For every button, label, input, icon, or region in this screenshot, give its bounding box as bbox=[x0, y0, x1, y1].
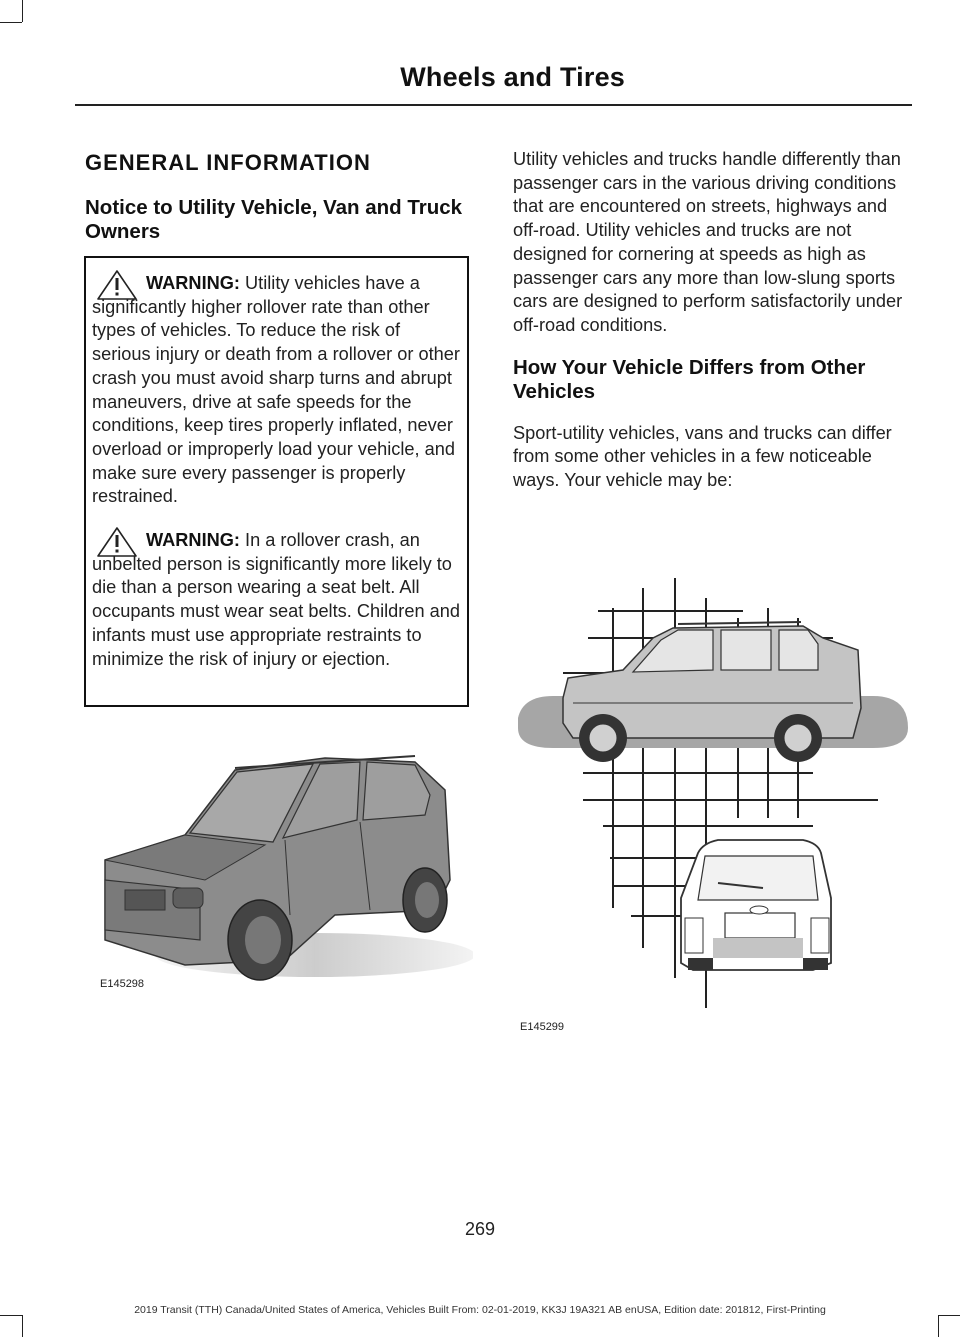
paragraph: Utility vehicles and trucks handle differently than passenger cars in the various driving conditions that are encountered on streets, highways and off-road. Utility vehicles and trucks are not designed for cornering at speeds as high as passenger cars any more than low-slung sports cars are designed to perform satisfactorily under off-road conditions. bbox=[513, 149, 903, 335]
crop-mark bbox=[0, 22, 22, 23]
crop-mark bbox=[22, 1315, 23, 1337]
warning-label: WARNING: bbox=[146, 273, 240, 293]
section-title: GENERAL INFORMATION bbox=[85, 150, 371, 175]
paragraph: Sport-utility vehicles, vans and trucks can differ from some other vehicles in a few noticeable ways. Your vehicle may be: bbox=[513, 422, 892, 491]
warning-label: WARNING: bbox=[146, 530, 240, 551]
warning-triangle-icon bbox=[95, 268, 139, 302]
warning-box bbox=[84, 256, 469, 707]
suv-side-rear-illustration bbox=[513, 578, 908, 1038]
warning-2 bbox=[92, 529, 461, 671]
image-code: E145299 bbox=[520, 1021, 565, 1033]
crop-mark bbox=[938, 1315, 939, 1337]
image-code: E145298 bbox=[100, 978, 145, 990]
warning-text: In a rollover crash, an unbelted person is significantly more likely to die than a person wearing a seat belt. All occupants must wear seat belts. Children and infants must use appropriate restraints to minimize the risk of injury or ejection. bbox=[92, 530, 460, 669]
crop-mark bbox=[22, 0, 23, 22]
right-subheading: How Your Vehicle Differs from Other Vehicles bbox=[513, 355, 866, 403]
right-column bbox=[513, 148, 908, 511]
warning-triangle-icon bbox=[95, 525, 139, 559]
suv-front-illustration bbox=[85, 740, 473, 1000]
footer-text: 2019 Transit (TTH) Canada/United States of America, Vehicles Built From: 02-01-2019, KK3J 19A321 AB enUSA, Edition date: 201812, First-Printing bbox=[134, 1304, 826, 1316]
left-subheading: Notice to Utility Vehicle, Van and Truck Owners bbox=[85, 196, 463, 243]
page-number: 269 bbox=[464, 1219, 496, 1239]
header-divider bbox=[75, 104, 912, 106]
page-header-title: Wheels and Tires bbox=[400, 62, 625, 92]
warning-1 bbox=[92, 272, 461, 509]
warning-text: Utility vehicles have a significantly higher rollover rate than other types of vehicles. To reduce the risk of serious injury or death from a rollover or other crash you must avoid sharp turns and abrupt maneuvers, drive at safe speeds for the conditions, keep tires properly inflated, never overload or improperly load your vehicle, and make sure every passenger is properly restrained. bbox=[92, 273, 460, 507]
